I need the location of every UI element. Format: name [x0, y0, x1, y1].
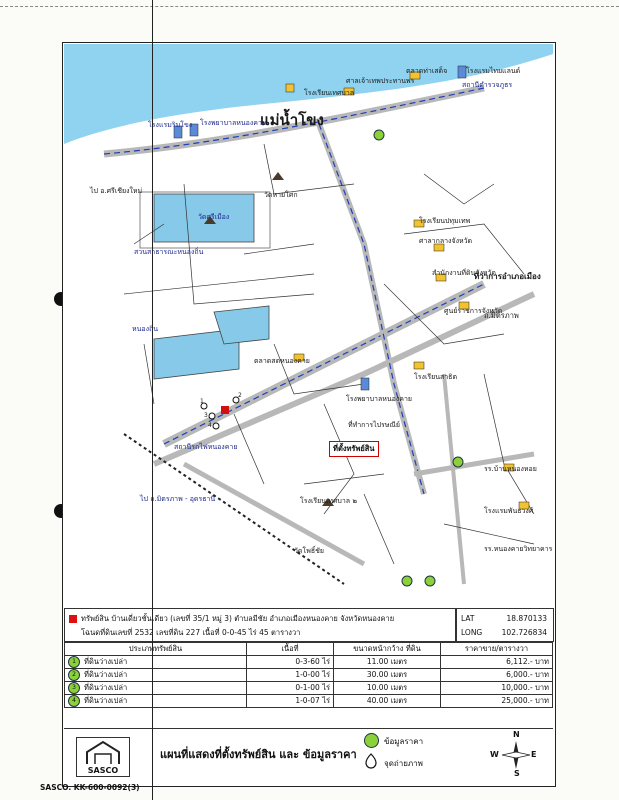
fold-line [152, 0, 153, 800]
map-label: โรงพยาบาลหนองคาย [346, 395, 412, 403]
map-label: ถ.มิตรภาพ [484, 311, 519, 320]
map-footer [64, 728, 553, 781]
column-header: ขนาดหน้ากว้าง ที่ดิน [334, 643, 441, 656]
cell-area: 1-0-07 ไร่ [247, 695, 334, 708]
compass-e: E [531, 750, 537, 759]
railway [124, 434, 344, 584]
map-label: ตลาดท่าเสด็จ [406, 67, 448, 75]
row-number: 3 [68, 682, 80, 694]
cell-frontage: 11.00 เมตร [334, 656, 441, 669]
coordinates-box [456, 608, 554, 642]
property-info [64, 608, 553, 726]
description-line-1: ทรัพย์สิน บ้านเดี่ยวชั้นเดียว (เลขที่ 35/1 หมู่ 3) ตำบลมีชัย อำเภอเมืองหนองคาย จังหวัดหนองคาย [81, 614, 395, 623]
cell-frontage: 30.00 เมตร [334, 669, 441, 682]
target-legend-square [69, 615, 77, 623]
map-label: โรงแรมพันธวงศ์ [484, 507, 534, 515]
cell-frontage: 40.00 เมตร [334, 695, 441, 708]
table-row [65, 695, 553, 708]
target-marker [221, 406, 229, 414]
cell-price: 10,000.- บาท [441, 682, 553, 695]
compass-s: S [514, 769, 520, 778]
map-label: ศาลเจ้าเทพประทานพร [346, 77, 415, 85]
river-label: แม่น้ำโขง [260, 111, 324, 129]
row-number: 4 [68, 695, 80, 707]
long-label: LONG [461, 628, 483, 637]
green-pin-icon [364, 733, 379, 748]
photo-point-icon [364, 753, 378, 769]
price-table [64, 642, 553, 708]
map-label: ไป อ.ศรีเชียงใหม่ [90, 187, 143, 195]
long-value: 102.726834 [501, 628, 547, 637]
lat-label: LAT [461, 614, 475, 623]
north-south-road [319, 124, 424, 494]
map-label: สถานีตำรวจภูธร [462, 81, 513, 89]
map-label: รร.บ้านหนองหอย [484, 465, 537, 473]
pond [214, 306, 269, 344]
cell-area: 0-1-00 ไร่ [247, 682, 334, 695]
compass-w: W [490, 750, 499, 759]
compass-n: N [513, 730, 520, 739]
cell-area: 0-3-60 ไร่ [247, 656, 334, 669]
lat-value: 18.870133 [506, 614, 547, 623]
map-label: ศูนย์ราชการจังหวัด [444, 307, 503, 315]
table-row [65, 669, 553, 682]
map-label: ไป ถ.มิตรภาพ - อุดรธานี [140, 495, 216, 503]
cell-area: 1-0-00 ไร่ [247, 669, 334, 682]
cell-type: ที่ดินว่างเปล่า [84, 696, 128, 705]
map-label: โรงแรมริมโขง [148, 121, 193, 129]
cell-price: 6,112.- บาท [441, 656, 553, 669]
cell-type: ที่ดินว่างเปล่า [84, 670, 128, 679]
map-label: โรงแรมไทยแลนด์ [466, 67, 521, 75]
top-dashed-line [0, 6, 619, 7]
map-label: วัดโพธิ์ชัย [294, 547, 324, 555]
map-label: สถานีรถไฟหนองคาย [174, 443, 238, 451]
property-description [64, 608, 456, 642]
map-title: แผนที่แสดงที่ตั้งทรัพย์สิน และ ข้อมูลราคา [160, 748, 357, 761]
target-label: ที่ตั้งทรัพย์สิน [329, 441, 379, 457]
map-label: หนองถิ่น [132, 325, 159, 333]
map-label: ศาลากลางจังหวัด [419, 237, 473, 245]
map-label: สวนสาธารณะหนองถิ่น [134, 248, 204, 256]
map-label: สำนักงานที่ดินจังหวัด [432, 269, 496, 277]
map-label: โรงเรียนสาธิต [414, 373, 457, 381]
logo-text: SASCO [87, 766, 119, 775]
map-label: รร.หนองคายวิทยาคาร [484, 545, 553, 553]
row-number: 1 [68, 656, 80, 668]
cell-frontage: 10.00 เมตร [334, 682, 441, 695]
map-label: โรงเรียนเทศบาล [304, 89, 355, 97]
location-map [64, 44, 553, 605]
column-header: ประเภททรัพย์สิน [65, 643, 247, 656]
photo-point-label: 3 [204, 412, 208, 419]
map-label: โรงพยาบาลหนองคาย [200, 119, 266, 127]
map-label: วัดศรีเมือง [198, 213, 230, 221]
cell-type: ที่ดินว่างเปล่า [84, 657, 128, 666]
map-label: โรงเรียนเทศบาล ๒ [300, 497, 357, 505]
table-row [65, 682, 553, 695]
map-label: วัดหายโศก [264, 191, 298, 199]
cell-price: 6,000.- บาท [441, 669, 553, 682]
map-label: ที่ทำการไปรษณีย์ [348, 421, 401, 429]
compass-rose [490, 730, 538, 778]
table-header-row [65, 643, 553, 656]
table-row [65, 656, 553, 669]
row-number: 2 [68, 669, 80, 681]
photo-point-label: 2 [238, 392, 242, 399]
document-reference: SASCO. KK-600-0092(3) [40, 783, 140, 792]
key-photo [384, 757, 423, 770]
map-label: ที่ว่าการอำเภอเมือง [474, 272, 541, 281]
key-photo-label: จุดถ่ายภาพ [384, 759, 423, 768]
key-price [384, 735, 423, 748]
column-header: เนื้อที่ [247, 643, 334, 656]
description-line-2: โฉนดที่ดินเลขที่ 2532 เลขที่ดิน 227 เนื้อที่ 0-0-45 ไร่ 45 ตารางวา [81, 628, 301, 637]
house-logo-icon [77, 738, 129, 766]
map-label: โรงเรียนปทุมเทพ [419, 217, 471, 225]
column-header: ราคาขาย/ตารางวา [441, 643, 553, 656]
photo-point-label: 4 [208, 422, 212, 429]
map-label: ตลาดสดหนองคาย [254, 357, 310, 365]
secondary-road [154, 294, 534, 464]
cell-price: 25,000.- บาท [441, 695, 553, 708]
cell-type: ที่ดินว่างเปล่า [84, 683, 128, 692]
photo-point-label: 1 [200, 398, 204, 405]
key-price-label: ข้อมูลราคา [384, 737, 424, 746]
sasco-logo [76, 737, 130, 777]
